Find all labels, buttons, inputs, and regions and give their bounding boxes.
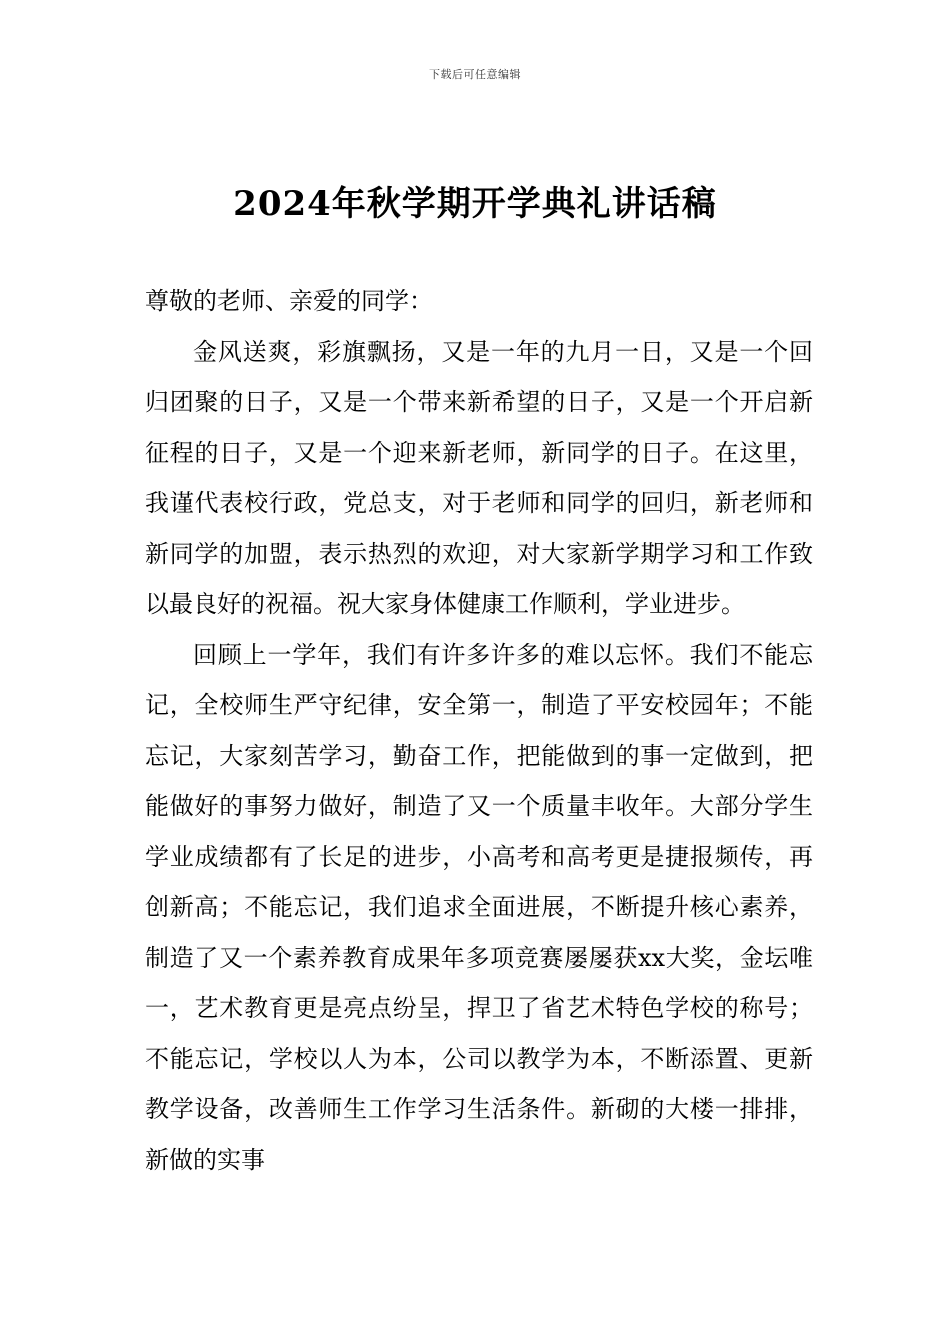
header-note: 下载后可任意编辑 [429,68,521,81]
paragraph-2: 回顾上一学年，我们有许多许多的难以忘怀。我们不能忘记，全校师生严守纪律，安全第一，制造了平安校园年；不能忘记，大家刻苦学习，勤奋工作，把能做到的事一定做到，把能做好的事努力做好，制造了又一个质量丰收年。大部分学生学业成绩都有了长足的进步，小高考和高考更是捷报频传，再创新高；不能忘记，我们追求全面进展，不断提升核心素养，制造了又一个素养教育成果年多项竞赛屡屡获xx大奖，金坛唯一，艺术教育更是亮点纷呈，捍卫了省艺术特色学校的称号；不能忘记，学校以人为本，公司以教学为本，不断添置、更新教学设备，改善师生工作学习生活条件。新砌的大楼一排排，新做的实事 [145,640,813,1174]
document-body [145,276,813,1185]
paragraph-1: 金风送爽，彩旗飘扬，又是一年的九月一日，又是一个回归团聚的日子，又是一个带来新希望的日子，又是一个开启新征程的日子，又是一个迎来新老师，新同学的日子。在这里，我谨代表校行政，党总支，对于老师和同学的回归，新老师和新同学的加盟，表示热烈的欢迎，对大家新学期学习和工作致以最良好的祝福。祝大家身体健康工作顺利，学业进步。 [145,337,813,618]
salutation: 尊敬的老师、亲爱的同学： [145,287,433,315]
document-title: 2024年秋学期开学典礼讲话稿 [233,184,717,224]
